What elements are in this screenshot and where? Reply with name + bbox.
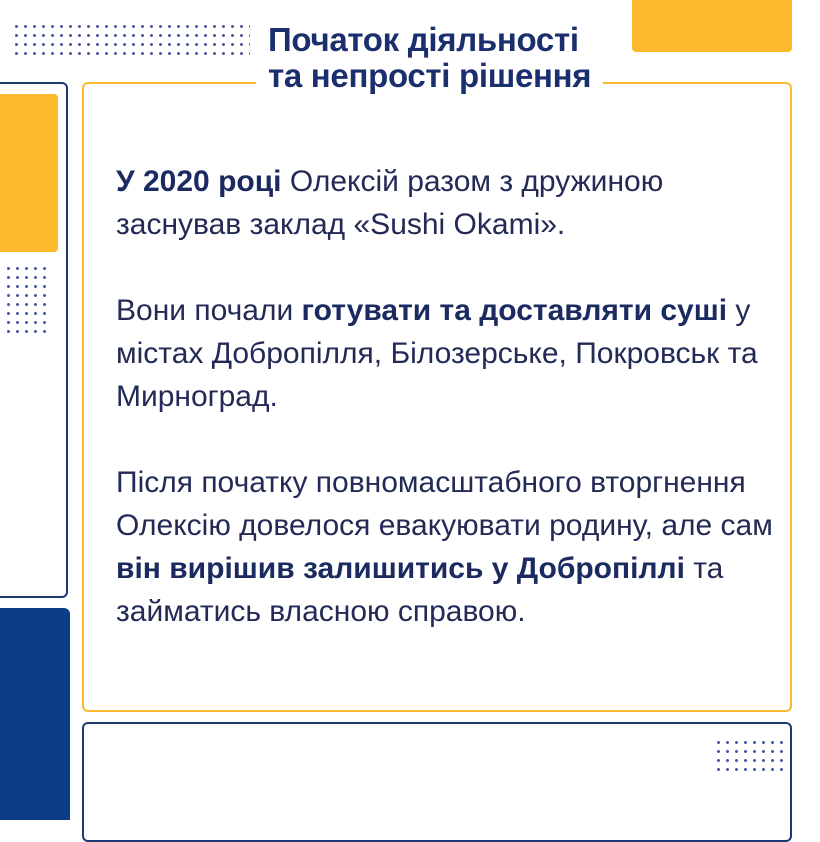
body-text: Олексій разом з дружиною заснував заклад «Sushi Okami». [116,165,664,241]
title-line-1: Початок діяльності [268,21,579,58]
paragraph-1 [116,160,776,246]
paragraph-3 [116,461,776,633]
highlight-text: він вирішив залишитись у Добропіллі [116,552,685,585]
decorative-dots-left [4,264,50,336]
decorative-blue-block-left [0,608,70,820]
body-text: у містах Добропілля, Білозерське, Покровськ та Мирноград. [116,294,758,413]
highlight-text: готувати та доставляти суші [301,294,728,327]
page-title [256,22,603,94]
decorative-yellow-block-left [0,94,58,252]
title-line-2: та непрості рішення [268,57,592,94]
paragraph-2 [116,289,776,418]
bottom-card [82,722,792,842]
decorative-dots-bottom [714,738,784,776]
decorative-dots-top [12,22,250,58]
body-text: Вони почали [116,294,302,327]
body-text: Після початку повномасштабного вторгнення Олексію довелося евакуювати родину, але сам [116,466,773,542]
highlight-text: У 2020 році [116,165,282,198]
body-text: та займатись власною справою. [116,552,724,628]
decorative-yellow-block-top [632,0,792,52]
content-text [116,160,776,633]
